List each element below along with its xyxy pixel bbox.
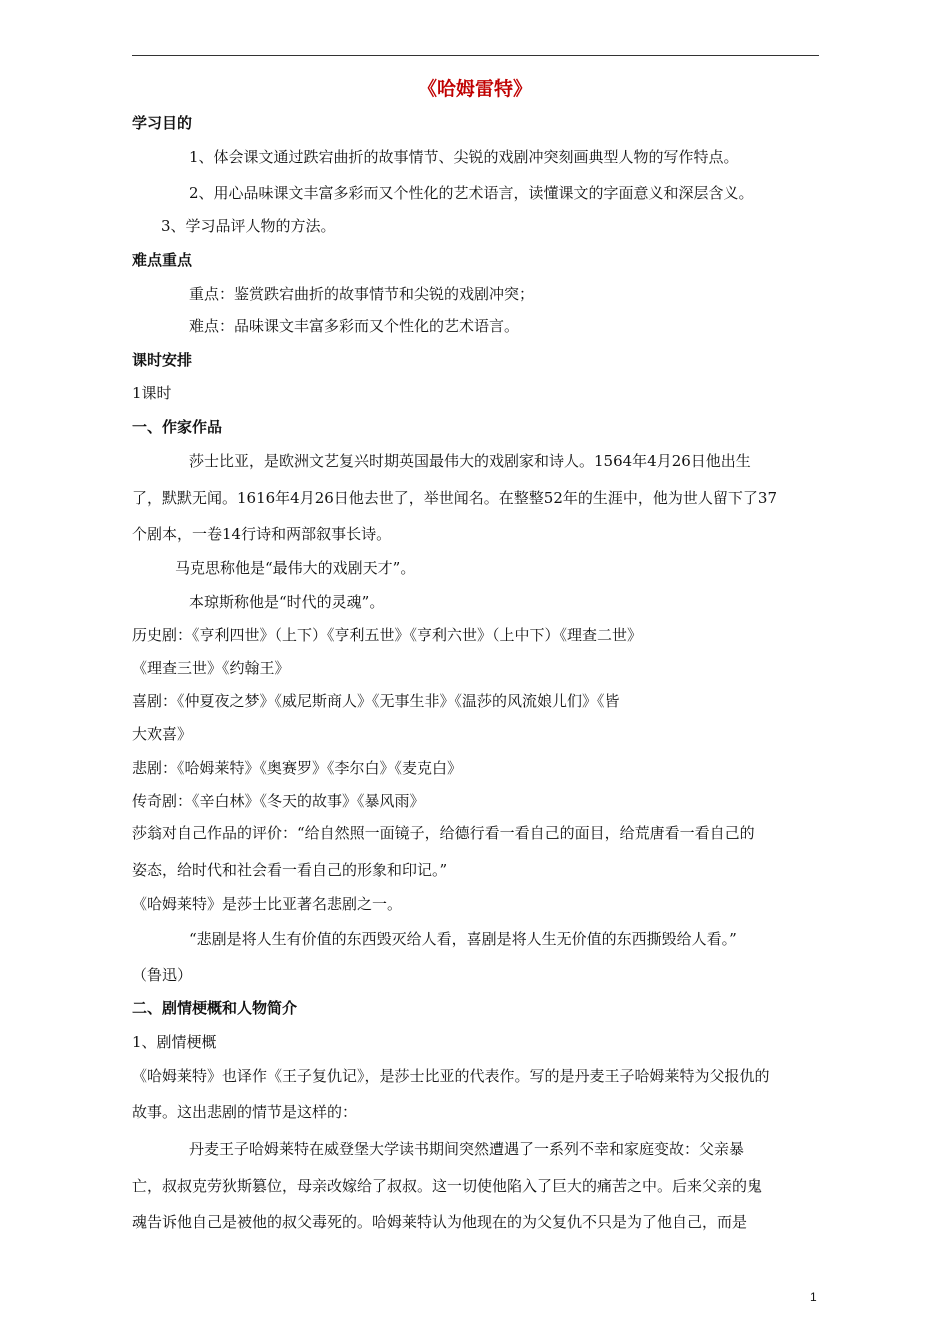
goal-1: 1、体会课文通过跌宕曲折的故事情节、尖锐的戏剧冲突刻画典型人物的写作特点。 — [189, 148, 739, 166]
luxun-attribution: （鲁迅） — [132, 966, 193, 984]
luxun-quote: “悲剧是将人生有价值的东西毁灭给人看，喜剧是将人生无价值的东西撕毁给人看。” — [189, 930, 737, 948]
paragraph-line: 了，默默无闻。1616年4月26日他去世了，举世闻名。在整整52年的生涯中，他为世人留下了37 — [132, 489, 777, 507]
page-number: 1 — [810, 1290, 817, 1304]
marx-quote: 马克思称他是“最伟大的戏剧天才”。 — [175, 559, 416, 577]
subheading-plot: 1、剧情梗概 — [132, 1033, 217, 1051]
history-plays: 历史剧：《亨利四世》（上下）《亨利五世》《亨利六世》（上中下）《理查二世》 — [132, 626, 643, 644]
heading-schedule: 课时安排 — [132, 351, 193, 369]
plot-paragraph-line: 丹麦王子哈姆莱特在威登堡大学读书期间突然遭遇了一系列不幸和家庭变故：父亲暴 — [189, 1140, 745, 1158]
plot-paragraph-line: 《哈姆莱特》也译作《王子复仇记》，是莎士比亚的代表作。写的是丹麦王子哈姆莱特为父报仇的 — [132, 1067, 770, 1085]
history-plays-cont: 《理查三世》《约翰王》 — [132, 659, 290, 677]
heading-study-goals: 学习目的 — [132, 114, 193, 132]
schedule-value: 1课时 — [132, 384, 172, 402]
comedies: 喜剧：《仲夏夜之梦》《威尼斯商人》《无事生非》《温莎的风流娘儿们》《皆 — [132, 692, 620, 710]
hamlet-intro: 《哈姆莱特》是莎士比亚著名悲剧之一。 — [132, 895, 403, 913]
heading-author-works: 一、作家作品 — [132, 418, 223, 436]
comedies-cont: 大欢喜》 — [132, 725, 193, 743]
plot-paragraph-line: 魂告诉他自己是被他的叔父毒死的。哈姆莱特认为他现在的为父复仇不只是为了他自己，而是 — [132, 1213, 748, 1231]
goal-3: 3、学习品评人物的方法。 — [161, 217, 336, 235]
jonson-quote: 本琼斯称他是“时代的灵魂”。 — [189, 593, 385, 611]
self-evaluation: 莎翁对自己作品的评价：“给自然照一面镜子，给德行看一看自己的面目，给荒唐看一看自己的 — [132, 824, 755, 842]
plot-paragraph-line: 故事。这出悲剧的情节是这样的： — [132, 1103, 358, 1121]
plot-paragraph-line: 亡，叔叔克劳狄斯篡位，母亲改嫁给了叔叔。这一切使他陷入了巨大的痛苦之中。后来父亲的鬼 — [132, 1177, 763, 1195]
romances: 传奇剧：《辛白林》《冬天的故事》《暴风雨》 — [132, 792, 425, 810]
goal-2: 2、用心品味课文丰富多彩而又个性化的艺术语言，读懂课文的字面意义和深层含义。 — [189, 184, 754, 202]
self-evaluation-cont: 姿态，给时代和社会看一看自己的形象和印记。” — [132, 861, 448, 879]
paragraph-line: 个剧本，一卷14行诗和两部叙事长诗。 — [132, 525, 392, 543]
difficult-point: 难点：品味课文丰富多彩而又个性化的艺术语言。 — [189, 317, 520, 335]
document-title: 《哈姆雷特》 — [417, 78, 532, 100]
header-rule — [132, 55, 819, 56]
tragedies: 悲剧：《哈姆莱特》《奥赛罗》《李尔白》《麦克白》 — [132, 759, 463, 777]
heading-key-points: 难点重点 — [132, 251, 193, 269]
key-point: 重点：鉴赏跌宕曲折的故事情节和尖锐的戏剧冲突； — [189, 285, 535, 303]
heading-plot-characters: 二、剧情梗概和人物简介 — [132, 999, 298, 1017]
paragraph-line: 莎士比亚，是欧洲文艺复兴时期英国最伟大的戏剧家和诗人。1564年4月26日他出生 — [189, 452, 751, 470]
